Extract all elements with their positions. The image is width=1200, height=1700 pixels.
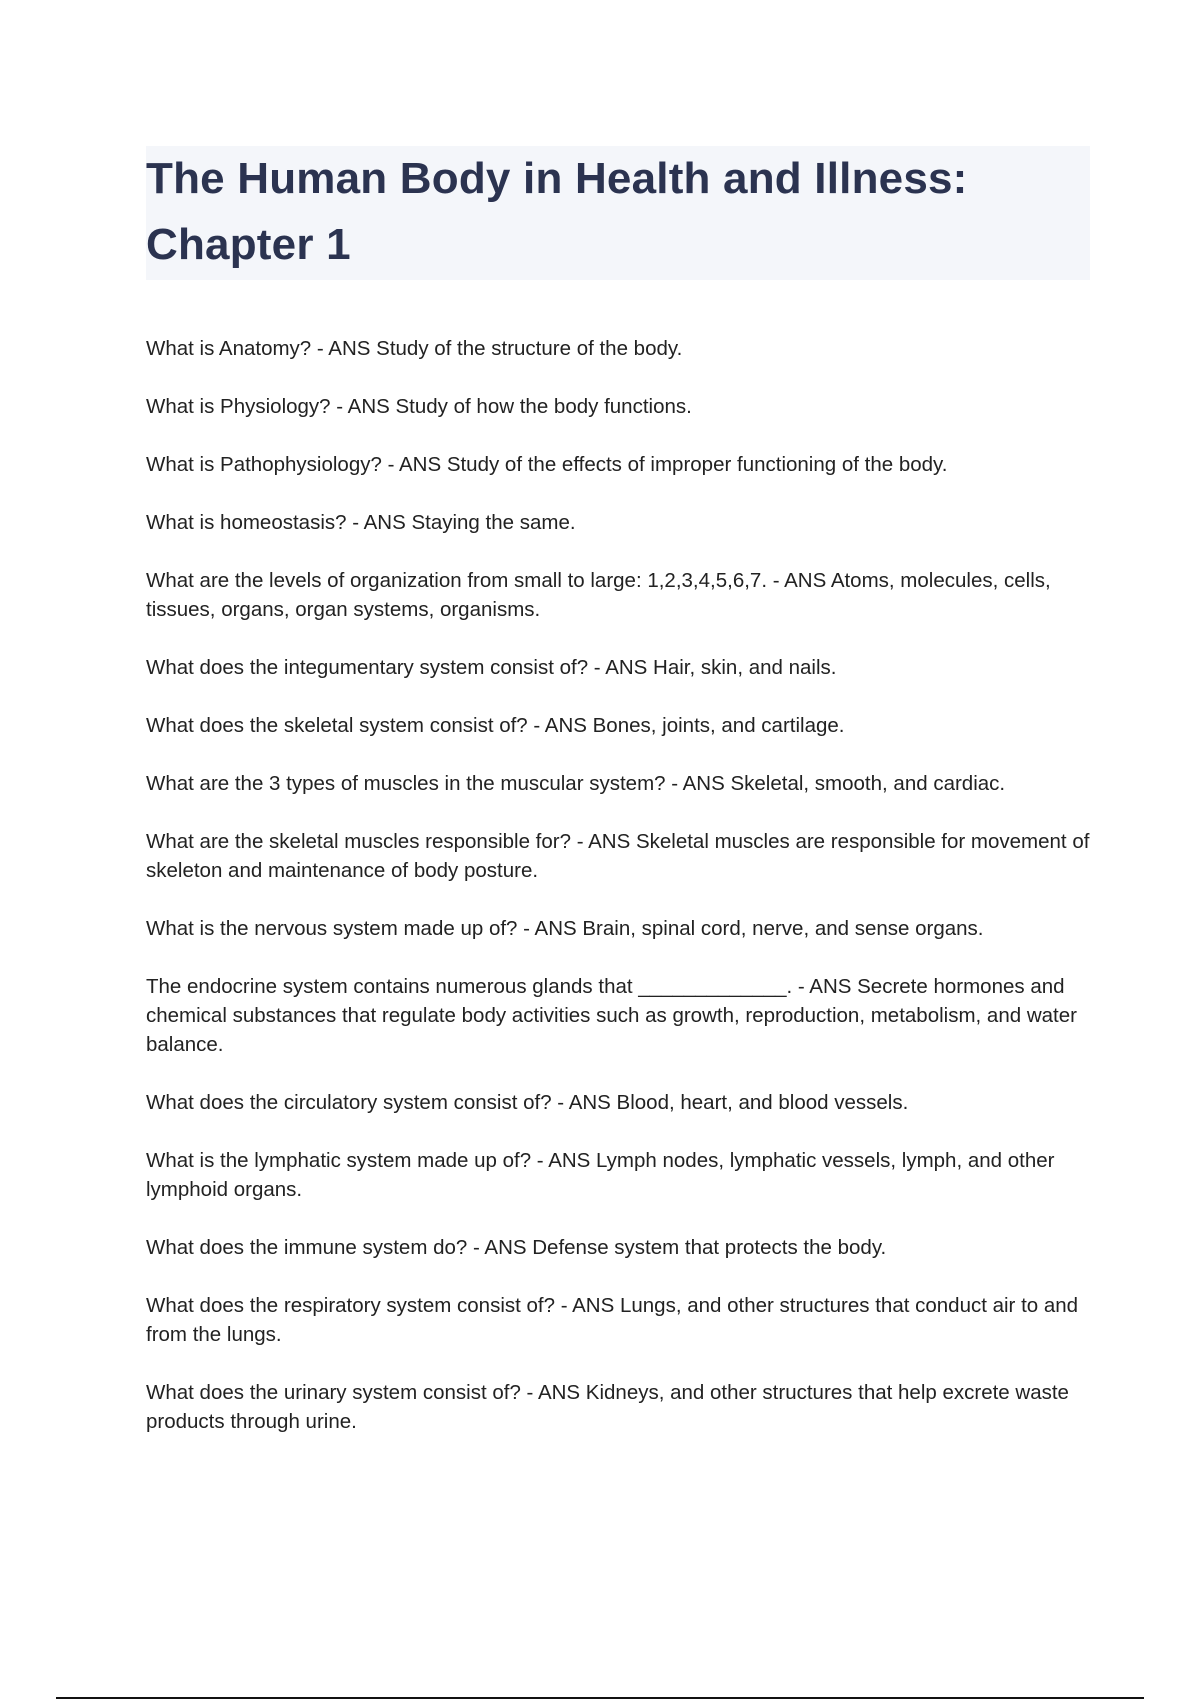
qa-item: What is homeostasis? - ANS Staying the same. [146,511,576,534]
qa-list [146,334,1091,1465]
qa-item: What does the respiratory system consist of? - ANS Lungs, and other structures that conduct air to and from the lungs. [146,1294,1079,1346]
qa-item: What are the 3 types of muscles in the muscular system? - ANS Skeletal, smooth, and cardiac. [146,772,1006,795]
qa-item: What does the immune system do? - ANS Defense system that protects the body. [146,1236,887,1259]
qa-item: What does the circulatory system consist of? - ANS Blood, heart, and blood vessels. [146,1091,909,1114]
qa-item: What does the skeletal system consist of? - ANS Bones, joints, and cartilage. [146,714,845,737]
qa-item: What is the lymphatic system made up of? - ANS Lymph nodes, lymphatic vessels, lymph, and other lymphoid organs. [146,1149,1055,1201]
qa-item: What is Anatomy? - ANS Study of the structure of the body. [146,337,683,360]
qa-item: What does the urinary system consist of? - ANS Kidneys, and other structures that help excrete waste products through urine. [146,1381,1069,1433]
page-title: The Human Body in Health and Illness: Chapter 1 [146,154,968,269]
bottom-divider [56,1697,1144,1699]
qa-item: What are the levels of organization from small to large: 1,2,3,4,5,6,7. - ANS Atoms, molecules, cells, tissues, organs, organ systems, organisms. [146,569,1051,621]
qa-item: The endocrine system contains numerous glands that _____________. - ANS Secrete hormones and chemical substances that regulate body activities such as growth, reproduction, metabolism, and water balance. [146,975,1077,1056]
qa-item: What is Physiology? - ANS Study of how the body functions. [146,395,692,418]
qa-item: What is the nervous system made up of? - ANS Brain, spinal cord, nerve, and sense organs. [146,917,984,940]
qa-item: What are the skeletal muscles responsible for? - ANS Skeletal muscles are responsible for movement of skeleton and maintenance of body posture. [146,830,1090,882]
qa-item: What is Pathophysiology? - ANS Study of the effects of improper functioning of the body. [146,453,948,476]
qa-item: What does the integumentary system consist of? - ANS Hair, skin, and nails. [146,656,837,679]
title-banner [146,146,1090,280]
